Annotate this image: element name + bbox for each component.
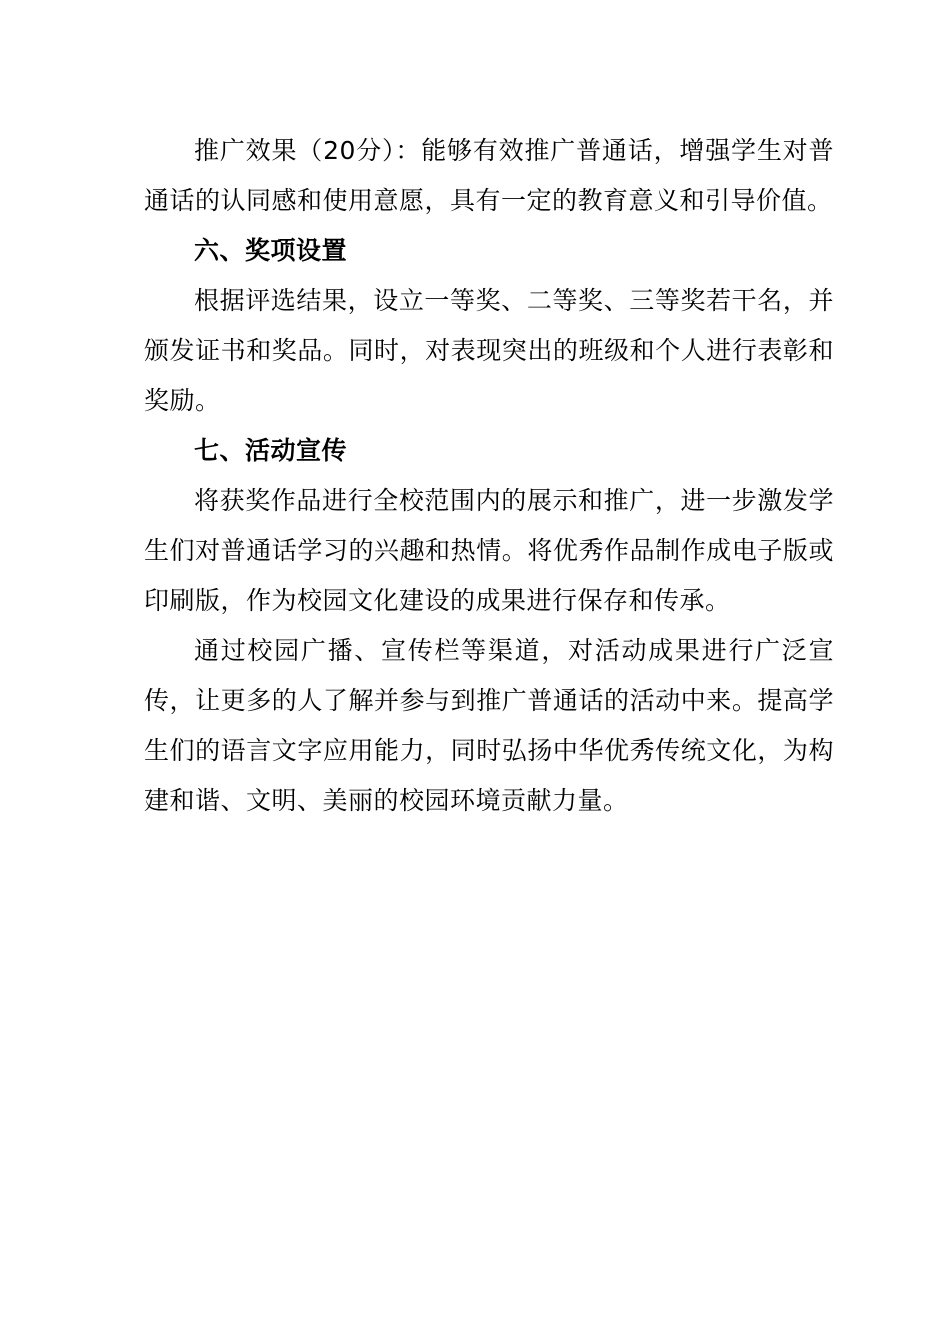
paragraph-promotion-effect: 推广效果（20分）：能够有效推广普通话，增强学生对普通话的认同感和使用意愿，具有一定的教育意义和引导价值。 [144, 136, 834, 215]
document-body [144, 126, 834, 826]
paragraph-awards: 根据评选结果，设立一等奖、二等奖、三等奖若干名，并颁发证书和奖品。同时，对表现突出的班级和个人进行表彰和奖励。 [144, 286, 834, 415]
paragraph-publicity-channels: 通过校园广播、宣传栏等渠道，对活动成果进行广泛宣传，让更多的人了解并参与到推广普通话的活动中来。提高学生们的语言文字应用能力，同时弘扬中华优秀传统文化，为构建和谐、文明、美丽的校园环境贡献力量。 [144, 636, 834, 815]
heading-publicity: 七、活动宣传 [194, 436, 348, 465]
heading-awards: 六、奖项设置 [194, 236, 348, 265]
paragraph-publicity-display: 将获奖作品进行全校范围内的展示和推广，进一步激发学生们对普通话学习的兴趣和热情。将优秀作品制作成电子版或印刷版，作为校园文化建设的成果进行保存和传承。 [144, 486, 834, 615]
